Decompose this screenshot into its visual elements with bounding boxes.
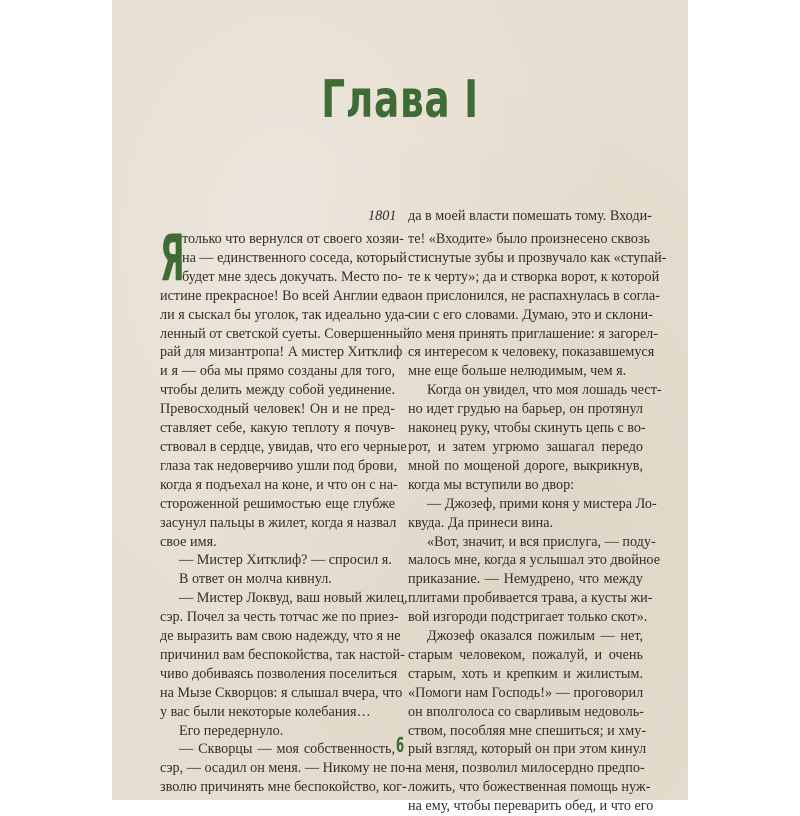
text-line: но идет грудью на барьер, он протянул	[408, 401, 643, 418]
text-line: чтобы делить между собой уединение.	[160, 382, 395, 399]
text-line: — Джозеф, прими коня у мистера Ло-	[427, 495, 657, 512]
text-line: на — единственного соседа, который	[182, 249, 407, 266]
text-line: глаза так недоверчиво ушли под брови,	[160, 457, 398, 474]
text-line: ложить, что божественная помощь нуж-	[408, 779, 651, 796]
text-line: у вас были некоторые колебания…	[160, 703, 371, 720]
text-line: стороженной решимостью еще глубже	[160, 495, 395, 512]
text-line: только что вернулся от своего хозяи-	[182, 231, 404, 247]
text-line: малось мне, когда я услышал это двойное	[408, 552, 661, 569]
text-line: сии с его словами. Думаю, это и склони-	[408, 306, 653, 323]
text-line: когда я подъехал на коне, и что он с на-	[160, 476, 398, 493]
text-line: причинил вам беспокойства, так настой-	[160, 646, 405, 663]
text-line: он вполголоса со сварливым недоволь-	[408, 703, 644, 720]
text-line: Джозеф оказался пожилым — нет,	[427, 628, 643, 645]
text-line: рай для мизантропа! А мистер Хитклиф	[160, 344, 403, 361]
text-line: те к черту»; да и створка ворот, к которой	[408, 268, 660, 285]
text-line: В ответ он молча кивнул.	[179, 571, 332, 588]
text-line: когда мы вступили во двор:	[408, 476, 575, 493]
text-line: Когда он увидел, что моя лошадь чест-	[427, 382, 662, 399]
text-line: плитами пробивается трава, а кусты жи-	[408, 590, 653, 607]
text-line: свое имя.	[160, 533, 217, 550]
text-line: «Вот, значит, и вся прислуга, — поду-	[427, 533, 656, 550]
chapter-title: Глава I	[321, 70, 479, 130]
text-line: ся интересом к человеку, показавшемуся	[408, 344, 655, 361]
text-line: — Мистер Хитклиф? — спросил я.	[179, 552, 392, 569]
text-line: истине прекрасное! Во всей Англии едва	[160, 287, 408, 304]
text-line: приказание. — Немудрено, что между	[408, 571, 643, 588]
text-line: сэр, — осадил он меня. — Никому не по-	[160, 760, 410, 777]
text-line: на меня, позволил милосердно предпо-	[408, 760, 645, 777]
text-line: зволю причинять мне беспокойство, ког-	[160, 779, 407, 796]
text-line: — Мистер Локвуд, ваш новый жилец,	[179, 590, 408, 607]
text-line: квуда. Да принеси вина.	[408, 514, 554, 531]
text-line: старым человеком, пожалуй, и очень	[408, 646, 643, 663]
book-page	[112, 0, 688, 815]
text-line: Превосходный человек! Он и не пред-	[160, 401, 395, 418]
text-line: на Мызе Скворцов: я слышал вчера, что	[160, 684, 403, 701]
text-line: стиснутые зубы и прозвучало как «ступай-	[408, 249, 667, 266]
left-column	[160, 222, 411, 797]
text-line: ли я сыскал бы уголок, так идеально уда-	[160, 306, 410, 323]
text-line: вой изгороди подстригает только скот».	[408, 609, 648, 626]
text-line: на ему, чтобы переварить обед, и что его	[408, 798, 654, 815]
right-column-first-line: да в моей власти помешать тому. Входи-	[408, 208, 652, 224]
text-line: и я — оба мы прямо созданы для того,	[160, 363, 395, 380]
text-line: будет мне здесь докучать. Место по-	[182, 268, 403, 285]
text-line: рый взгляд, который он при этом кинул	[408, 741, 647, 758]
text-line: — Скворцы — моя собственность,	[179, 741, 395, 758]
text-line: мной по мощеной дороге, выкрикнув,	[408, 457, 643, 474]
text-line: сэр. Почел за честь тотчас же по приез-	[160, 609, 399, 626]
page-number: 6	[395, 733, 405, 757]
text-line: засунул пальцы в жилет, когда я назвал	[160, 514, 397, 531]
text-line: ло меня принять приглашение: я загорел-	[408, 325, 658, 342]
text-line: ставляет себе, какую теплоту я почув-	[160, 420, 395, 437]
text-line: де выразить вам свою надежду, что я не	[160, 628, 401, 645]
text-line: «Помоги нам Господь!» — проговорил	[408, 684, 644, 701]
text-line: наконец руку, чтобы скинуть цепь с во-	[408, 420, 646, 437]
text-line: чиво добиваясь позволения поселиться	[160, 665, 398, 682]
text-line: Его передернуло.	[179, 722, 284, 739]
right-column	[408, 230, 667, 816]
text-line: те! «Входите» было произнесено сквозь	[408, 231, 650, 247]
text-line: мне еще больше нелюдимым, чем я.	[408, 363, 627, 380]
text-line: старым, хоть и крепким и жилистым.	[408, 665, 643, 682]
drop-cap: Я	[160, 222, 185, 296]
chapter-year: 1801	[368, 208, 397, 224]
text-line: ленный от светской суеты. Совершенный	[160, 325, 411, 342]
text-line: ствовал в сердце, увидав, что его черные	[160, 438, 407, 455]
text-line: рот, и затем угрюмо зашагал передо	[408, 438, 643, 455]
text-line: ством, пособляя мне спешиться; и хму-	[408, 722, 647, 739]
text-line: он прислонился, не распахнулась в согла-	[408, 287, 660, 304]
